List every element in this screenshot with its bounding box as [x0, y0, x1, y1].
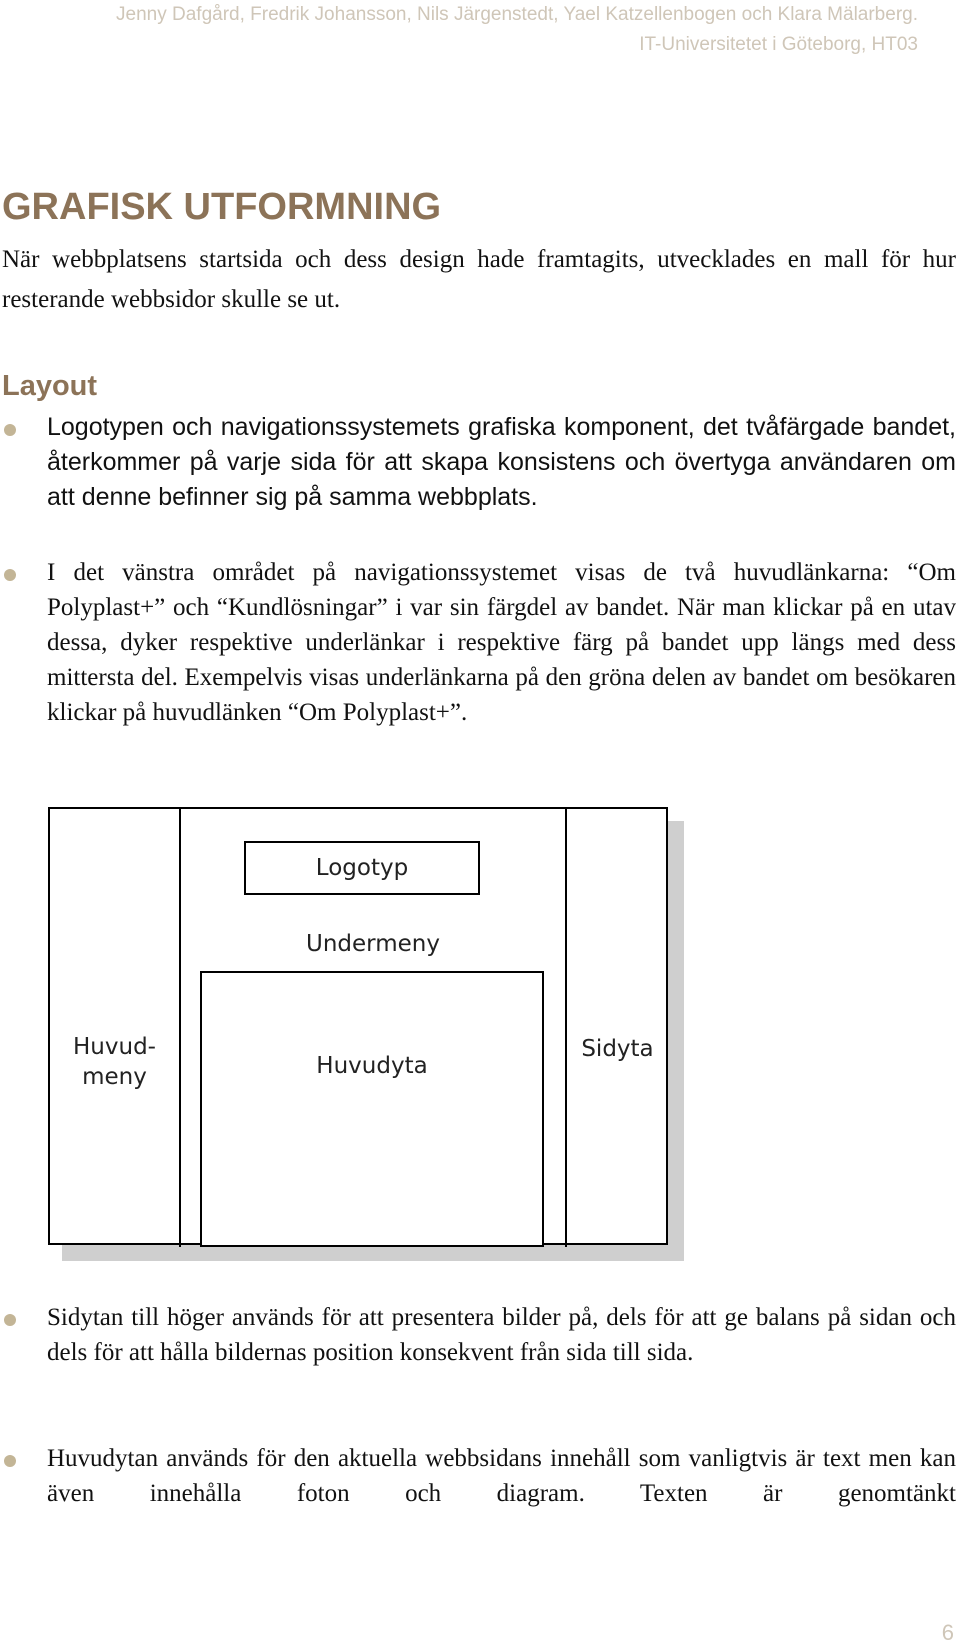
right-divider — [565, 809, 567, 1247]
bullet-dot-icon — [4, 1314, 16, 1326]
header-institution: IT-Universitetet i Göteborg, HT03 — [639, 34, 918, 55]
left-divider — [179, 809, 181, 1247]
section-title: GRAFISK UTFORMNING — [2, 186, 442, 228]
logo-box — [244, 841, 480, 895]
side-area-label: Sidyta — [581, 1036, 654, 1062]
bullet-dot-icon — [4, 424, 16, 436]
submenu-label: Undermeny — [306, 931, 440, 957]
bullet-dot-icon — [4, 1455, 16, 1467]
main-area-label: Huvudyta — [316, 1053, 428, 1079]
main-area-box — [200, 971, 544, 1247]
bullet-text: Logotypen och navigationssystemets grafiska komponent, det tvåfärgade bandet, återkommer på varje sida för att skapa konsistens och övertyga användaren om att denne befinner sig på samma webbplats. — [47, 413, 956, 511]
bullet-text: Huvudytan används för den aktuella webbsidans innehåll som vanligtvis är text men kan även innehålla foton och diagram. Texten är genomtänkt — [47, 1445, 956, 1507]
main-menu-label-line1: Huvud- — [73, 1034, 156, 1060]
bullet-dot-icon — [4, 569, 16, 581]
diagram-frame — [48, 807, 668, 1245]
logo-label: Logotyp — [315, 855, 409, 881]
main-menu-label-line2: meny — [82, 1064, 147, 1090]
layout-heading: Layout — [2, 370, 98, 402]
bullet-text: Sidytan till höger används för att presentera bilder på, dels för att ge balans på sidan och dels för att hålla bildernas position konsekvent från sida till sida. — [47, 1304, 956, 1366]
header-authors: Jenny Dafgård, Fredrik Johansson, Nils Järgenstedt, Yael Katzellenbogen och Klara Mälarberg. — [116, 4, 918, 25]
intro-paragraph: När webbplatsens startsida och dess design hade framtagits, utvecklades en mall för hur resterande webbsidor skulle se ut. — [2, 246, 956, 313]
page-number: 6 — [941, 1620, 954, 1645]
bullet-text: I det vänstra området på navigationssystemet visas de två huvudlänkarna: “Om Polyplast+” och “Kundlösningar” i var sin färgdel av bandet. När man klickar på en utav dessa, dyker respektive underlänkar i respektive färg på bandet upp längs med dess mittersta del. Exempelvis visas underlänkarna på den gröna delen av bandet om besökaren klickar på huvudlänken “Om Polyplast+”. — [47, 559, 956, 726]
layout-diagram — [48, 807, 672, 1249]
